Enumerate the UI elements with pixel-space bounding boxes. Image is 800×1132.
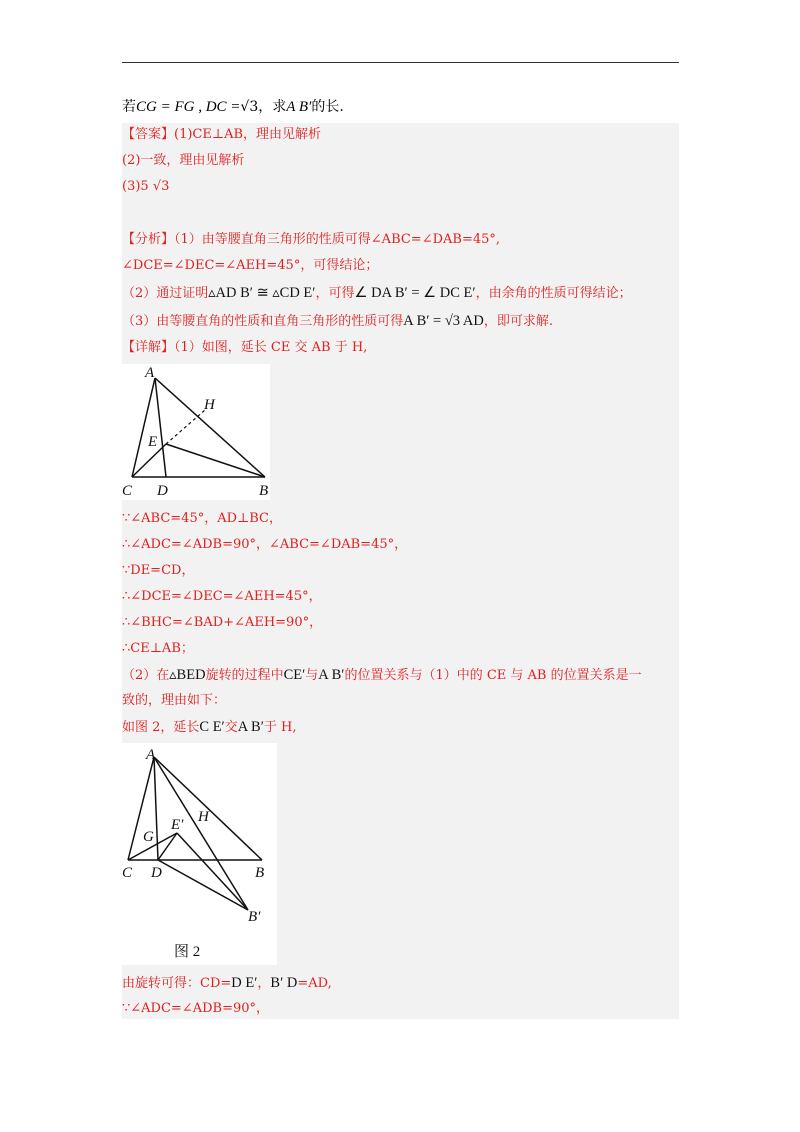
fig2-caption: 图 2 [174, 944, 201, 960]
fig1-label-c: C [122, 483, 133, 499]
question-condition: CG = FG , DC = [136, 99, 241, 115]
analysis-3a: （2）通过证明 [122, 286, 209, 301]
rotation-b: ， [257, 976, 271, 991]
analysis-3c: ，由余角的性质可得结论； [475, 286, 632, 301]
analysis-3-math-1: ▵AD B′ ≅ ▵CD E′ [208, 285, 316, 301]
fig1-label-h: H [204, 397, 215, 413]
question-prefix: 若 [122, 99, 136, 115]
detail-line-1 [122, 338, 682, 358]
analysis-line-1 [122, 230, 682, 250]
figure-2-svg [122, 743, 277, 965]
detail-step-4: ∴∠DCE=∠DEC=∠AEH=45°， [122, 589, 322, 604]
detail-step-3: ∵DE=CD， [122, 563, 195, 578]
figure-1 [122, 364, 270, 500]
fig2-label-b: B [255, 865, 265, 881]
detail-step-5: ∴∠BHC=∠BAD+∠AEH=90°， [122, 615, 323, 630]
question-root: √3 [240, 99, 259, 115]
analysis-4-math: A B′ = √3 AD [403, 313, 484, 329]
part2-line-1 [122, 665, 682, 686]
answer-1: (1)CE⊥AB，理由见解析 [174, 127, 322, 142]
fig2-label-a: A [146, 747, 156, 763]
part2-f2-math-1: C E′ [199, 719, 225, 735]
analysis-4b: ，即可求解. [483, 314, 553, 329]
rotation-c: =AD, [297, 976, 332, 991]
fig2-label-c: C [122, 865, 133, 881]
analysis-1: （1）由等腰直角三角形的性质可得∠ABC=∠DAB=45°, [174, 232, 501, 247]
part2-a: （2）在 [122, 668, 170, 683]
fig1-label-a: A [145, 365, 155, 381]
question-line [122, 96, 679, 118]
rotation-a: 由旋转可得：CD= [122, 976, 232, 991]
part2-f2c: 于 H, [263, 720, 297, 735]
fig1-label-b: B [259, 483, 269, 499]
fig1-label-e: E [148, 434, 158, 450]
fig2-label-e: E′ [171, 817, 184, 833]
detail-step-6: ∴CE⊥AB； [122, 641, 194, 656]
rotation-line-1 [122, 973, 682, 994]
analysis-3b: ，可得 [315, 286, 355, 301]
answer-tag: 【答案】 [122, 127, 175, 142]
figure-1-svg [122, 364, 270, 500]
fig2-label-b-prime: B′ [248, 909, 261, 925]
answer-line-1 [122, 125, 682, 145]
analysis-line-3 [122, 283, 682, 304]
part2-f2b: 交 [224, 720, 238, 735]
rotation-line-2: ∵∠ADC=∠ADB=90°， [122, 1001, 270, 1016]
part2-math-3: A B′ [318, 667, 345, 683]
part2-b: 旋转的过程中 [205, 668, 284, 683]
part2-line-2: 致的，理由如下： [122, 693, 227, 708]
part2-c: 与 [305, 668, 319, 683]
detail-step-2: ∴∠ADC=∠ADB=90°，∠ABC=∠DAB=45°， [122, 537, 408, 552]
detail-1: （1）如图，延长 CE 交 AB 于 H, [174, 340, 368, 355]
detail-step-1: ∵∠ABC=45°，AD⊥BC， [122, 511, 283, 526]
answer-line-2: (2)一致，理由见解析 [122, 153, 245, 168]
part2-line-3 [122, 717, 682, 738]
answer-line-3: (3)5 √3 [122, 179, 170, 194]
part2-f2a: 如图 2，延长 [122, 720, 200, 735]
analysis-tag: 【分析】 [122, 232, 175, 247]
fig2-label-h: H [198, 809, 209, 825]
part2-f2-math-2: A B′ [237, 719, 264, 735]
analysis-line-2: ∠DCE=∠DEC=∠AEH=45°，可得结论； [122, 258, 379, 273]
analysis-3-math-2: ∠ DA B′ = ∠ DC E′ [354, 285, 476, 301]
part2-math-1: ▵BED [169, 667, 206, 683]
question-target: A B′ [286, 99, 312, 115]
analysis-4a: （3）由等腰直角的性质和直角三角形的性质可得 [122, 314, 404, 329]
question-suffix: ，求 [258, 99, 287, 115]
detail-tag: 【详解】 [122, 340, 175, 355]
question-end: 的长. [311, 99, 344, 115]
rotation-math-1: D E′ [231, 975, 258, 991]
fig2-label-d: D [151, 865, 162, 881]
analysis-line-4 [122, 311, 682, 332]
fig2-label-g: G [143, 829, 154, 845]
header-rule [122, 62, 679, 63]
rotation-math-2: B′ D [270, 975, 298, 991]
fig1-label-d: D [157, 483, 168, 499]
part2-math-2: CE′ [283, 667, 306, 683]
part2-d: 的位置关系与（1）中的 CE 与 AB 的位置关系是一 [344, 668, 642, 683]
figure-2 [122, 743, 277, 965]
